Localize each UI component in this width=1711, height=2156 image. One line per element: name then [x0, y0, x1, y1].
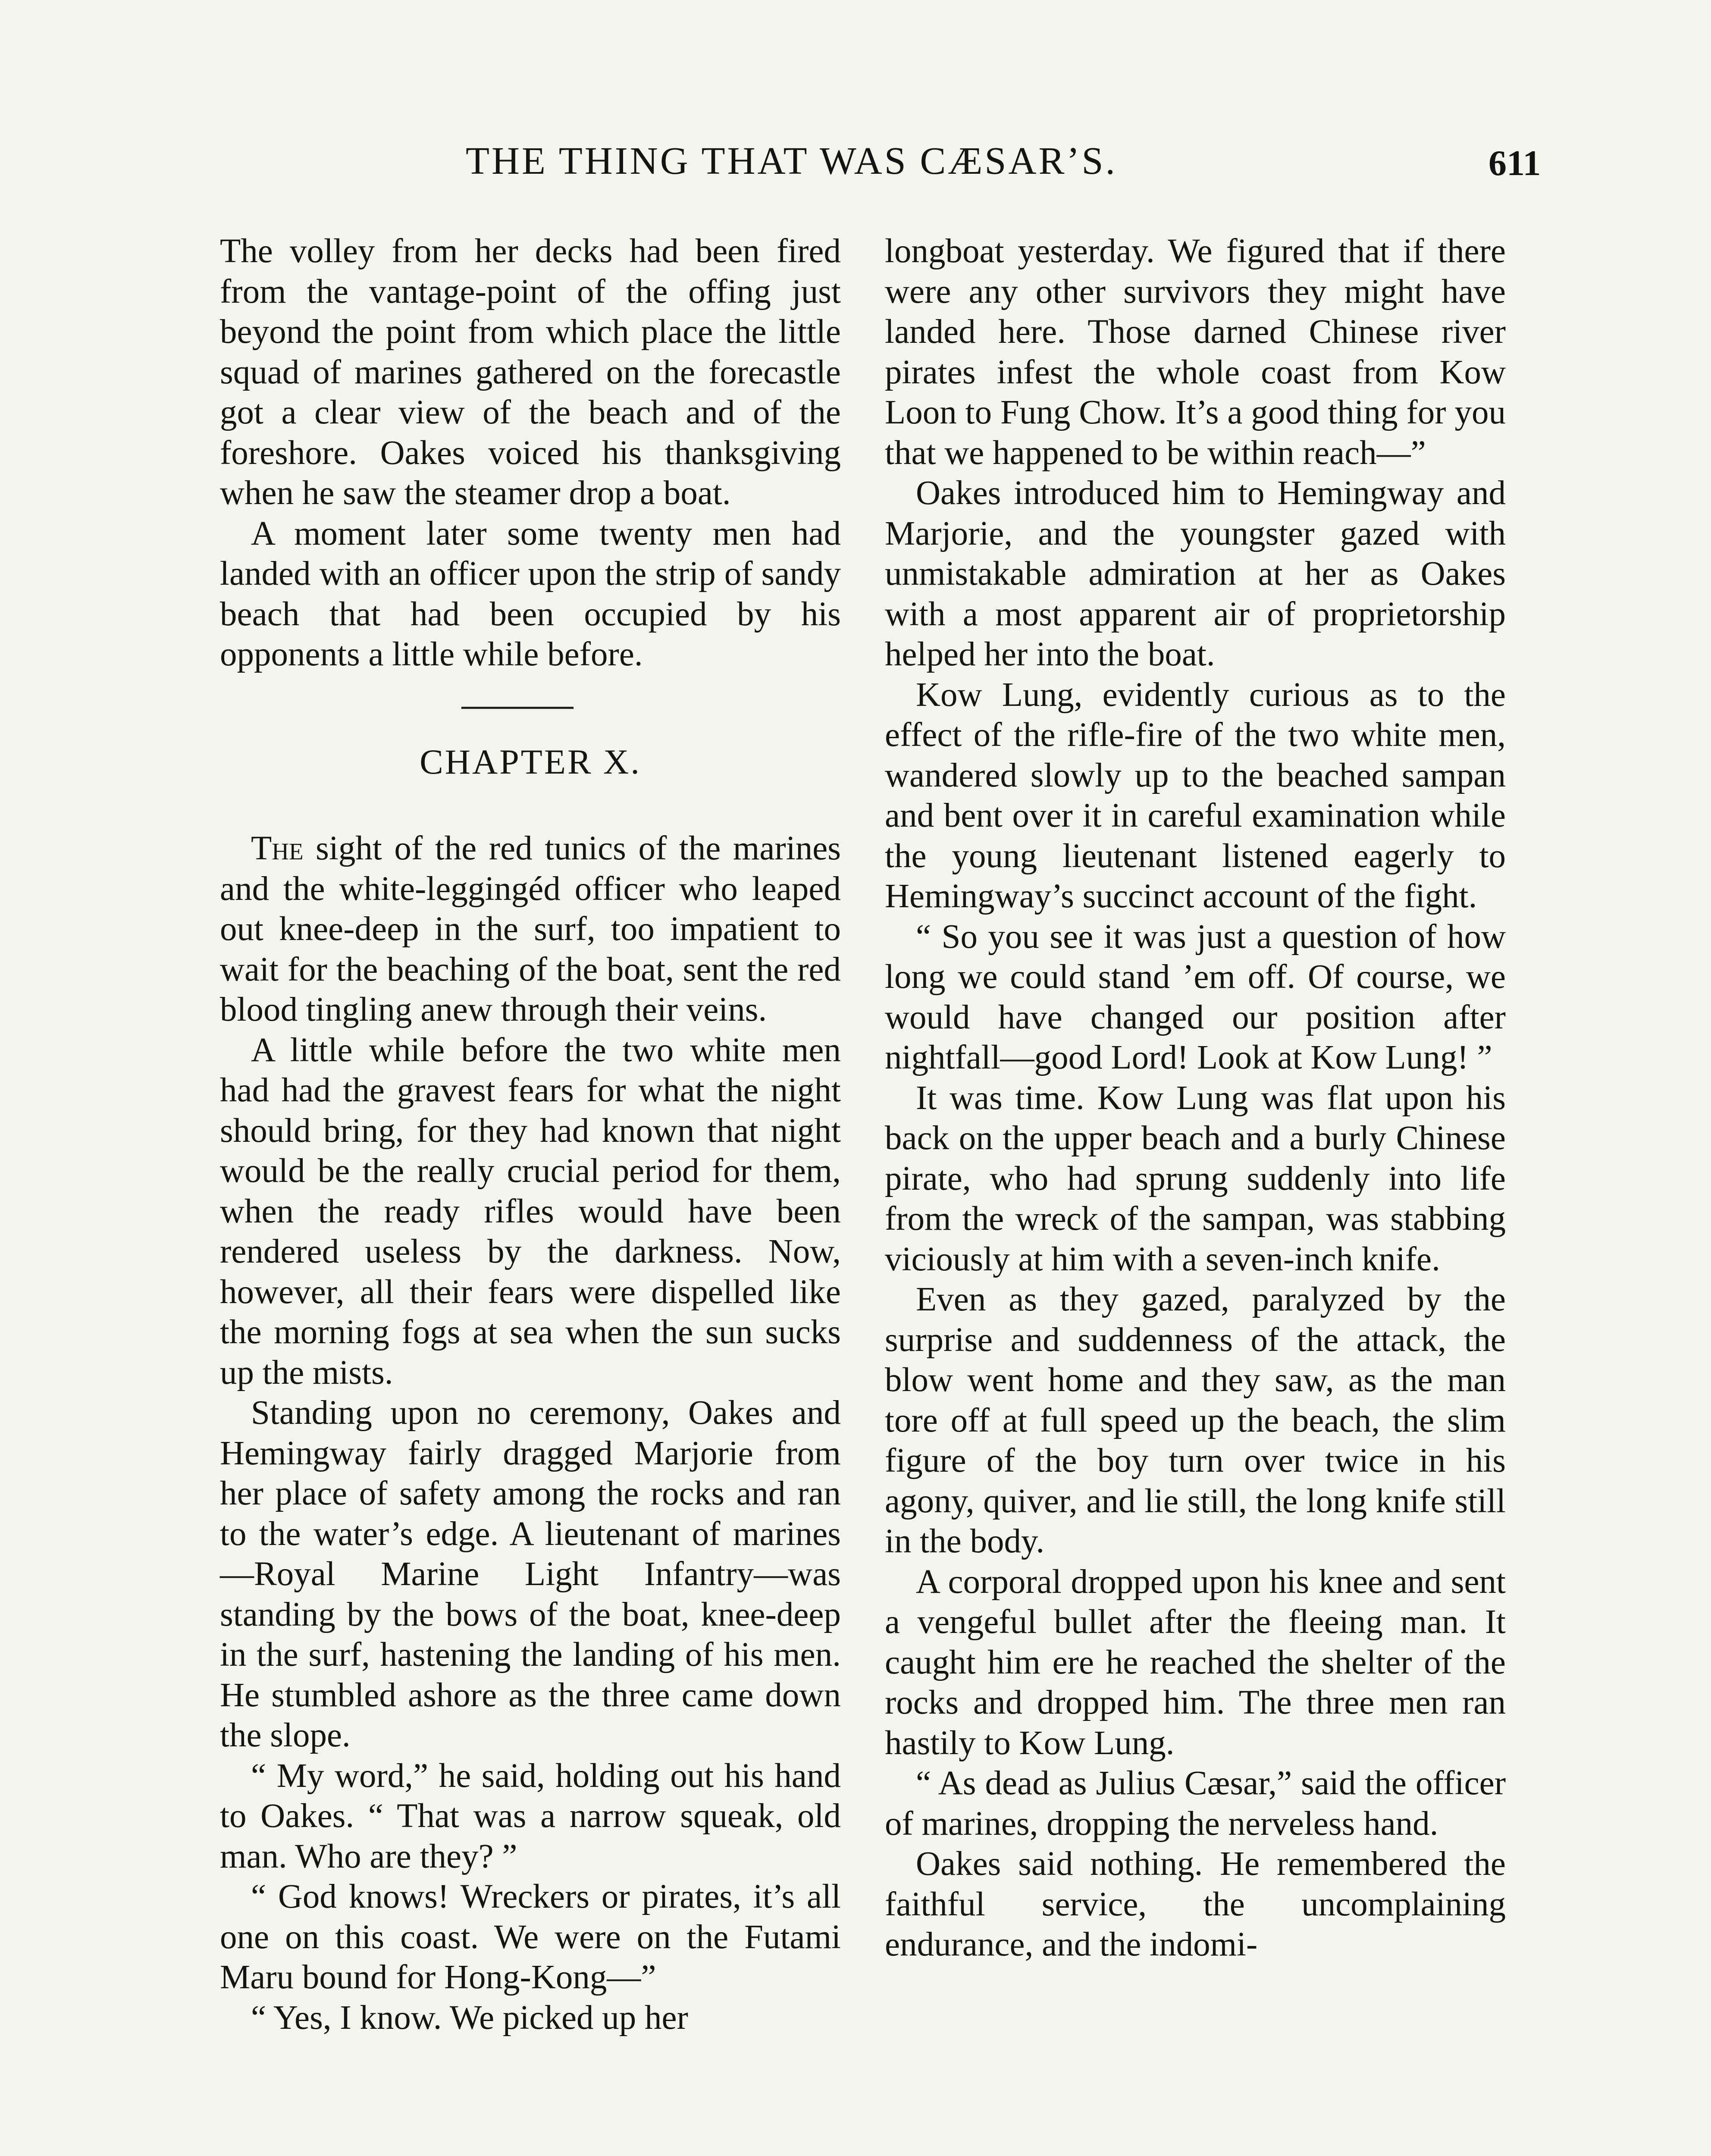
- paragraph: “ Yes, I know. We picked up her: [251, 1999, 688, 2037]
- paragraph: Oakes introduced him to Hemingway and Marjorie, and the youngster gazed with unmistakable admiration at her as Oakes with a most apparent air of proprietorship helped her into the boat.: [885, 474, 1506, 673]
- page-number: 611: [1489, 143, 1541, 183]
- paragraph: A moment later some twenty men had landed with an officer upon the strip of sandy beach that had been occupied by his opponents a little while before.: [220, 514, 841, 673]
- paragraph: longboat yesterday. We figured that if there were any other survivors they might have landed here. Those darned Chinese river pirates infest the whole coast from Kow Loon to Fung Chow. It’s a good thing for you that we happened to be within reach—”: [885, 232, 1506, 472]
- paragraph: The volley from her decks had been fired from the vantage-point of the offing just beyond the point from which place the little squad of marines gathered on the forecastle got a clear view of the beach and of the foreshore. Oakes voiced his thanksgiving when he saw the steamer drop a boat.: [220, 232, 841, 512]
- paragraph: “ As dead as Julius Cæsar,” said the officer of marines, dropping the nerveless hand.: [885, 1764, 1506, 1843]
- left-column: [220, 231, 841, 2038]
- paragraph: A corporal dropped upon his knee and sent a vengeful bullet after the fleeing man. It caught him ere he reached the shelter of the rocks and dropped him. The three men ran hastily to Kow Lung.: [885, 1563, 1506, 1762]
- drop-word: The: [251, 830, 304, 867]
- paragraph: “ My word,” he said, holding out his hand to Oakes. “ That was a narrow squeak, old man. Who are they? ”: [220, 1757, 841, 1875]
- paragraph: Standing upon no ceremony, Oakes and Hemingway fairly dragged Marjorie from her place of safety among the rocks and ran to the water’s edge. A lieutenant of marines—Royal Marine Light Infantry—was standing by the bows of the boat, knee-deep in the surf, hastening the landing of his men. He stumbled ashore as the three came down the slope.: [220, 1394, 841, 1754]
- paragraph: Oakes said nothing. He remembered the faithful service, the uncomplaining endurance, and the indomi-: [885, 1845, 1506, 1963]
- paragraph-text: sight of the red tunics of the marines and the white-leggingéd officer who leaped out knee-deep in the surf, too impatient to wait for the beaching of the boat, sent the red blood tingling anew through their veins.: [220, 830, 841, 1028]
- paragraph: Even as they gazed, paralyzed by the surprise and suddenness of the attack, the blow went home and they saw, as the man tore off at full speed up the beach, the slim figure of the boy turn over twice in his agony, quiver, and lie still, the long knife still in the body.: [885, 1281, 1506, 1560]
- paragraph: Kow Lung, evidently curious as to the effect of the rifle-fire of the two white men, wandered slowly up to the beached sampan and bent over it in careful examination while the young lieutenant listened eagerly to Hemingway’s succinct account of the fight.: [885, 676, 1506, 915]
- paragraph: [220, 828, 841, 1030]
- running-header: THE THING THAT WAS CÆSAR’S.: [466, 140, 1118, 182]
- paragraph: A little while before the two white men had had the gravest fears for what the night should bring, for they had known that night would be the really crucial period for them, when the ready rifles would have been rendered useless by the darkness. Now, however, all their fears were dispelled like the morning fogs at sea when the sun sucks up the mists.: [220, 1031, 841, 1391]
- chapter-title: CHAPTER X.: [420, 742, 641, 781]
- chapter-divider: [461, 707, 573, 709]
- paragraph: It was time. Kow Lung was flat upon his back on the upper beach and a burly Chinese pirate, who had sprung suddenly into life from the wreck of the sampan, was stabbing viciously at him with a seven-inch knife.: [885, 1079, 1506, 1278]
- paragraph: “ God knows! Wreckers or pirates, it’s all one on this coast. We were on the Futami Maru bound for Hong-Kong—”: [220, 1878, 841, 1996]
- paragraph: “ So you see it was just a question of how long we could stand ’em off. Of course, we would have changed our position after nightfall—good Lord! Look at Kow Lung! ”: [885, 918, 1506, 1076]
- right-column: [885, 231, 1506, 1965]
